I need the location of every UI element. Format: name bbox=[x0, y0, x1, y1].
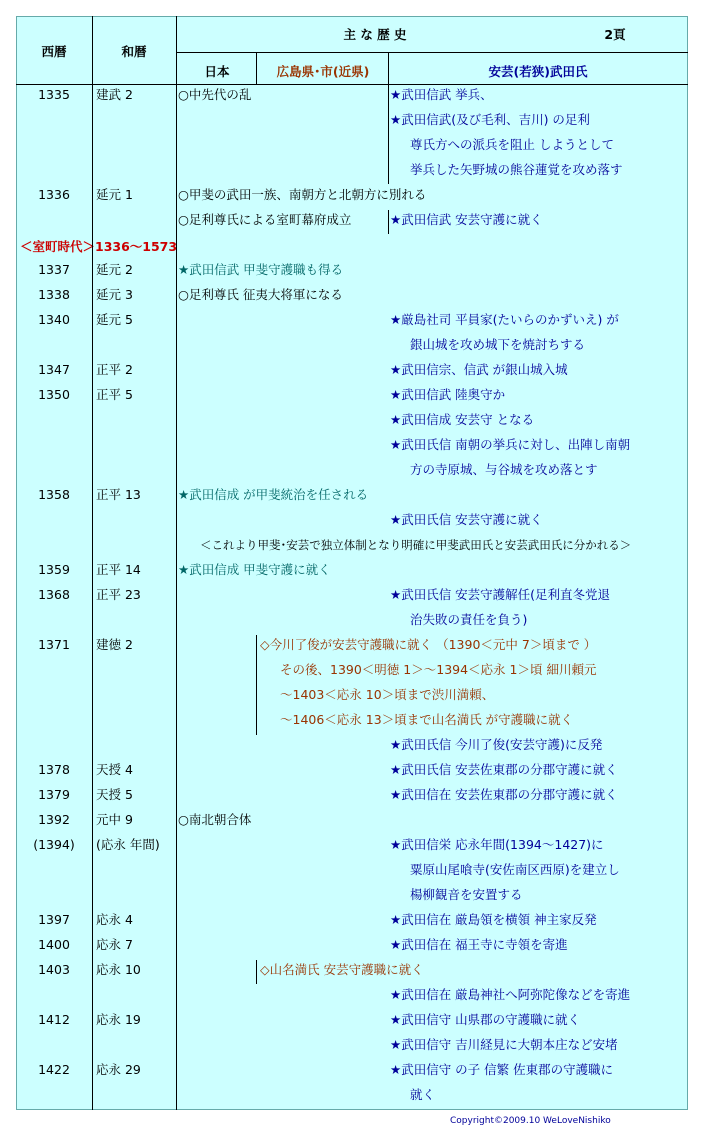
year-cell: 1392 bbox=[38, 812, 70, 827]
header-bottom-rule bbox=[16, 84, 688, 85]
year-cell: 1378 bbox=[38, 762, 70, 777]
year-cell: 1350 bbox=[38, 387, 70, 402]
takeda-cell: ★武田信守 山県郡の守護職に就く bbox=[390, 1012, 581, 1027]
kai-takeda-event-cell: ★武田信成 が甲斐統治を任される bbox=[178, 487, 369, 502]
year-cell: 1403 bbox=[38, 962, 70, 977]
takeda-cell-continued: 方の寺原城、与谷城を攻め落とす bbox=[410, 462, 598, 477]
takeda-cell: ★武田信武 陸奥守か bbox=[390, 387, 506, 402]
era-cell: 正平 14 bbox=[96, 562, 141, 577]
takeda-cell: ★武田信在 福王寺に寺領を寄進 bbox=[390, 937, 568, 952]
era-cell: 延元 1 bbox=[96, 187, 133, 202]
takeda-cell: ★武田信武(及び毛利、吉川) の足利 bbox=[390, 112, 590, 127]
header-seireki: 西暦 bbox=[41, 44, 67, 59]
year-cell: 1347 bbox=[38, 362, 70, 377]
takeda-cell: ★武田信守 吉川経見に大朝本庄など安堵 bbox=[390, 1037, 618, 1052]
takeda-cell: ★武田信武 挙兵、 bbox=[390, 87, 493, 102]
header-page-label: 2頁 bbox=[604, 27, 626, 42]
era-cell: 延元 2 bbox=[96, 262, 133, 277]
takeda-cell: ★武田信在 厳島神社へ阿弥陀像などを寄進 bbox=[390, 987, 631, 1002]
header-divider bbox=[176, 52, 688, 53]
year-cell: 1400 bbox=[38, 937, 70, 952]
hiroshima-cell-continued: ～1403＜応永 10＞頃まで渋川満頼、 bbox=[280, 687, 495, 702]
takeda-cell: ★武田氏信 今川了俊(安芸守護)に反発 bbox=[390, 737, 603, 752]
year-cell: 1371 bbox=[38, 637, 70, 652]
nihon-cell: ○足利尊氏による室町幕府成立 bbox=[178, 212, 352, 227]
year-cell: 1412 bbox=[38, 1012, 70, 1027]
era-banner: ＜室町時代＞1336～1573 bbox=[20, 239, 178, 254]
nihon-cell: ○南北朝合体 bbox=[178, 812, 252, 827]
header-hiroshima: 広島県･市(近県) bbox=[276, 64, 370, 79]
column-divider bbox=[92, 16, 93, 1110]
year-cell: 1397 bbox=[38, 912, 70, 927]
nihon-cell: ○甲斐の武田一族、南朝方と北朝方に別れる bbox=[178, 187, 427, 202]
year-cell: 1359 bbox=[38, 562, 70, 577]
year-cell: 1379 bbox=[38, 787, 70, 802]
takeda-cell: ★武田氏信 安芸守護に就く bbox=[390, 512, 543, 527]
year-cell: 1422 bbox=[38, 1062, 70, 1077]
hiroshima-separator bbox=[256, 635, 257, 735]
year-cell: 1337 bbox=[38, 262, 70, 277]
era-cell: 延元 3 bbox=[96, 287, 133, 302]
era-cell: (応永 年間) bbox=[96, 837, 160, 852]
header-subdivider bbox=[388, 52, 389, 84]
year-cell: 1335 bbox=[38, 87, 70, 102]
year-cell: 1338 bbox=[38, 287, 70, 302]
year-cell: 1336 bbox=[38, 187, 70, 202]
takeda-cell-continued: 就く bbox=[410, 1087, 436, 1102]
split-note: ＜これより甲斐･安芸で独立体制となり明確に甲斐武田氏と安芸武田氏に分かれる＞ bbox=[200, 538, 632, 552]
era-cell: 天授 4 bbox=[96, 762, 133, 777]
takeda-cell: ★武田氏信 安芸佐東郡の分郡守護に就く bbox=[390, 762, 618, 777]
kai-takeda-event-cell: ★武田信成 甲斐守護に就く bbox=[178, 562, 331, 577]
year-cell: 1358 bbox=[38, 487, 70, 502]
era-cell: 応永 29 bbox=[96, 1062, 141, 1077]
takeda-cell: ★武田氏信 南朝の挙兵に対し、出陣し南朝 bbox=[390, 437, 631, 452]
nihon-cell: ○足利尊氏 征夷大将軍になる bbox=[178, 287, 343, 302]
takeda-cell-continued: 粟原山尾喰寺(安佐南区西原)を建立し bbox=[410, 862, 620, 877]
takeda-cell: ★武田信在 安芸佐東郡の分郡守護に就く bbox=[390, 787, 618, 802]
era-cell: 正平 5 bbox=[96, 387, 133, 402]
takeda-cell: ★武田信守 の子 信繁 佐東郡の守護職に bbox=[390, 1062, 614, 1077]
hiroshima-separator bbox=[256, 960, 257, 984]
era-cell: 正平 2 bbox=[96, 362, 133, 377]
era-cell: 正平 23 bbox=[96, 587, 141, 602]
takeda-cell-continued: 挙兵した矢野城の熊谷蓮覚を攻め落す bbox=[410, 162, 623, 177]
takeda-cell-continued: 楊柳観音を安置する bbox=[410, 887, 523, 902]
era-cell: 建武 2 bbox=[96, 87, 133, 102]
copyright-text: Copyright©2009.10 WeLoveNishiko bbox=[450, 1116, 611, 1126]
takeda-cell: ★武田信在 厳島領を横領 神主家反発 bbox=[390, 912, 597, 927]
year-cell: 1368 bbox=[38, 587, 70, 602]
nihon-cell: ○中先代の乱 bbox=[178, 87, 252, 102]
hiroshima-cell-continued: その後、1390＜明徳 1＞～1394＜応永 1＞頃 細川頼元 bbox=[280, 662, 597, 677]
header-takeda: 安芸(若狭)武田氏 bbox=[488, 64, 588, 79]
era-cell: 応永 4 bbox=[96, 912, 133, 927]
takeda-separator bbox=[388, 84, 389, 184]
era-cell: 正平 13 bbox=[96, 487, 141, 502]
header-main-title: 主 な 歴 史 bbox=[343, 27, 407, 42]
hiroshima-cell: ◇今川了俊が安芸守護職に就く （1390＜元中 7＞頃まで ） bbox=[260, 637, 597, 652]
takeda-cell: ★武田信宗、信武 が銀山城入城 bbox=[390, 362, 568, 377]
header-nihon: 日本 bbox=[204, 64, 230, 79]
header-wareki: 和暦 bbox=[121, 44, 147, 59]
kai-takeda-event-cell: ★武田信武 甲斐守護職も得る bbox=[178, 262, 344, 277]
era-cell: 建徳 2 bbox=[96, 637, 133, 652]
takeda-separator bbox=[388, 210, 389, 234]
column-divider bbox=[176, 16, 177, 1110]
takeda-cell: ★武田信武 安芸守護に就く bbox=[390, 212, 543, 227]
takeda-cell-continued: 銀山城を攻め城下を焼討ちする bbox=[410, 337, 586, 352]
era-cell: 応永 7 bbox=[96, 937, 133, 952]
hiroshima-cell: ◇山名満氏 安芸守護職に就く bbox=[260, 962, 424, 977]
era-cell: 元中 9 bbox=[96, 812, 133, 827]
era-cell: 応永 10 bbox=[96, 962, 141, 977]
era-cell: 延元 5 bbox=[96, 312, 133, 327]
takeda-cell: ★武田氏信 安芸守護解任(足利直冬党退 bbox=[390, 587, 611, 602]
header-subdivider bbox=[256, 52, 257, 84]
takeda-cell: ★厳島社司 平員家(たいらのかずいえ) が bbox=[390, 312, 619, 327]
year-cell: 1340 bbox=[38, 312, 70, 327]
takeda-cell-continued: 治失敗の責任を負う) bbox=[410, 612, 528, 627]
takeda-cell: ★武田信成 安芸守 となる bbox=[390, 412, 535, 427]
takeda-cell: ★武田信栄 応永年間(1394～1427)に bbox=[390, 837, 604, 852]
era-cell: 応永 19 bbox=[96, 1012, 141, 1027]
era-cell: 天授 5 bbox=[96, 787, 133, 802]
takeda-cell-continued: 尊氏方への派兵を阻止 しようとして bbox=[410, 137, 614, 152]
year-cell: (1394) bbox=[33, 837, 75, 852]
hiroshima-cell-continued: ～1406＜応永 13＞頃まで山名満氏 が守護職に就く bbox=[280, 712, 574, 727]
